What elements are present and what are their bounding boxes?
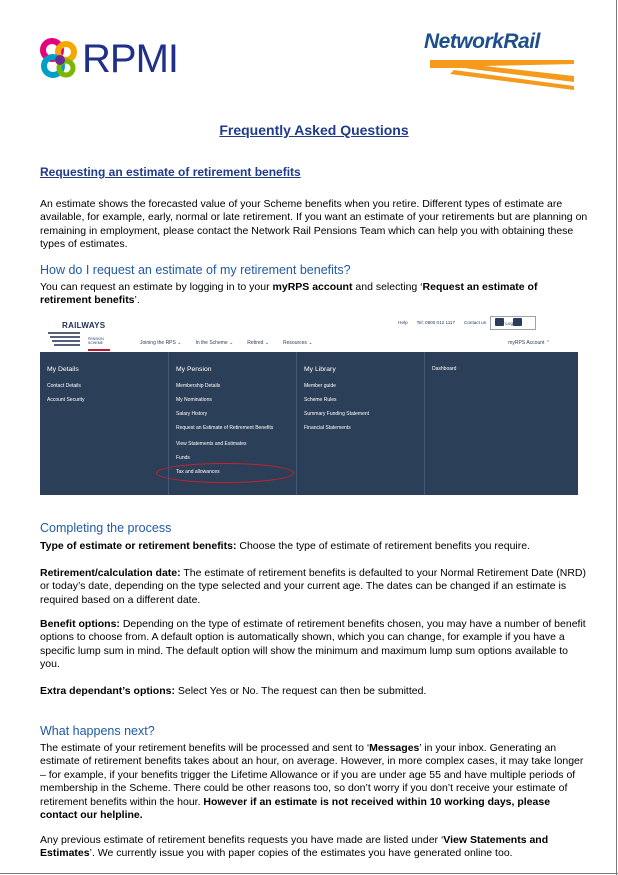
intro-paragraph: An estimate shows the forecasted value of your Scheme benefits when you retire. Different types of estimate are available, for example, early, normal or late retirement. If you want an estimate of your retirements but are planning on remaining in employment, please contact the Network Rail Pensions Team which can help you with obtaining these types of estimates. [40, 198, 588, 251]
completing-benefit [40, 618, 588, 672]
logout-button[interactable]: Log out [490, 316, 536, 330]
menu-scheme-rules[interactable]: Scheme Rules [304, 397, 337, 403]
completing-type [40, 540, 588, 553]
dashboard-column [432, 366, 456, 380]
chevron-down-icon: ⌄ [229, 340, 234, 346]
menu-member-guide[interactable]: Member guide [304, 383, 336, 389]
section-title: Requesting an estimate of retirement benefits [40, 165, 301, 179]
menu-view-statements[interactable]: View Statements and Estimates [176, 441, 247, 447]
rpmi-logo-text: RPMI [82, 37, 178, 81]
my-library-heading: My Library [304, 366, 336, 373]
help-link[interactable]: Help [398, 319, 408, 325]
type-text: Choose the type of estimate of retirement benefits you require. [236, 540, 531, 552]
menu-summary-funding[interactable]: Summary Funding Statement [304, 411, 370, 417]
myrps-account-text: myRPS account [272, 281, 353, 293]
my-details-heading: My Details [47, 366, 79, 373]
nav-resources[interactable] [283, 340, 313, 346]
final-paragraph [40, 834, 588, 861]
nav-in-scheme-label: In the Scheme [195, 340, 228, 346]
my-details-column [47, 366, 85, 411]
how-text-3: ’. [134, 294, 140, 307]
next-heading: What happens next? [40, 724, 155, 738]
menu-financial-statements[interactable]: Financial Statements [304, 425, 351, 431]
next-text-2: ’ in your inbox. Generating an estimate of retirement benefits takes about an hour, on average. However, in more complex cases, it may take longer – for example, if your benefits trigger the Lifetime Allowance or if you are under age 55 and have multiple periods of membership in the Scheme. There could be other reasons too, so don’t worry if you don’t receive your estimate of retirement benefits within the hour. [40, 742, 584, 808]
portal-header [40, 315, 578, 353]
helpline-text: However if an estimate is not received within 10 working days, please contact our helpline. [40, 795, 551, 822]
railways-pension-logo [48, 321, 110, 347]
how-text-2: and selecting ‘ [352, 281, 423, 293]
chevron-up-icon: ⌃ [545, 340, 550, 346]
menu-my-nominations[interactable]: My Nominations [176, 397, 212, 403]
highlight-circle [156, 463, 294, 483]
menu-contact-details[interactable]: Contact Details [47, 383, 81, 389]
network-rail-arrow-icon [424, 30, 584, 90]
chevron-down-icon: ⌄ [308, 340, 313, 346]
nav-resources-label: Resources [283, 340, 307, 346]
nav-in-scheme[interactable] [195, 340, 233, 346]
page-title: Frequently Asked Questions [219, 122, 409, 138]
network-rail-logo [424, 30, 584, 90]
how-heading: How do I request an estimate of my retirement benefits? [40, 263, 351, 277]
page-edge-right [616, 0, 617, 875]
request-estimate-text: Request an estimate of retirement benefits [40, 281, 538, 307]
chevron-down-icon: ⌄ [264, 340, 270, 346]
column-divider [296, 352, 297, 495]
nav-joining-label: Joining the RPS [140, 340, 176, 346]
rpmi-swirl-icon [40, 36, 80, 82]
menu-membership-details[interactable]: Membership Details [176, 383, 221, 389]
date-label: Retirement/calculation date: [40, 567, 181, 579]
menu-tax-allowances[interactable]: Tax and allowances [176, 469, 220, 475]
nav-retired-label: Retired [247, 340, 264, 346]
next-paragraph [40, 742, 588, 822]
chevron-down-icon: ⌄ [177, 340, 182, 346]
my-library-column [304, 366, 369, 439]
dependants-text: Select Yes or No. The request can then be submitted. [174, 685, 427, 697]
main-nav [140, 340, 313, 346]
railways-logo-sub: PENSION SCHEME [88, 337, 104, 345]
rail-lines-icon [48, 329, 82, 351]
menu-request-estimate[interactable]: Request an Estimate of Retirement Benefits [176, 425, 274, 431]
dependants-label: Extra dependant’s options: [40, 685, 175, 697]
page-edge-bottom [0, 873, 618, 874]
rpmi-logo [40, 36, 178, 82]
how-paragraph [40, 281, 588, 308]
completing-dependants [40, 685, 588, 698]
completing-date [40, 567, 588, 607]
logo-red-bar [88, 349, 110, 351]
menu-account-security[interactable]: Account Security [47, 397, 85, 403]
benefit-label: Benefit options: [40, 618, 120, 630]
menu-salary-history[interactable]: Salary History [176, 411, 208, 417]
nav-joining[interactable] [140, 340, 181, 346]
messages-text: Messages [369, 742, 420, 754]
myrps-account-label: myRPS Account [508, 340, 545, 346]
railways-logo-title: RAILWAYS [62, 321, 106, 330]
nav-retired[interactable] [247, 340, 269, 346]
menu-funds[interactable]: Funds [176, 455, 190, 461]
completing-heading: Completing the process [40, 521, 172, 535]
view-statements-text: View Statements and Estimates [40, 834, 549, 860]
final-text-2: ’. We currently issue you with paper copies of the estimates you have generated online too. [89, 847, 513, 860]
myrps-account-menu[interactable] [508, 340, 550, 346]
menu-dashboard[interactable]: Dashboard [432, 366, 457, 372]
portal-screenshot [40, 315, 578, 495]
contact-us-link[interactable]: Contact us [464, 319, 486, 325]
my-pension-heading: My Pension [176, 366, 212, 373]
column-divider [424, 352, 425, 495]
phone-link[interactable]: Tel: 0800 012 1117 [416, 319, 456, 325]
how-text-1: You can request an estimate by logging in to your [40, 281, 273, 293]
benefit-text: Depending on the type of estimate of retirement benefits chosen, you may have a number of benefit options to choose from. A default option is automatically shown, which you can change, for example if you have a specific lump sum in mind. The default option will show the minimum and maximum lump sum options available to you. [40, 618, 586, 671]
account-dropdown-panel [40, 352, 578, 495]
final-text-1: Any previous estimate of retirement benefits requests you have made are listed under ‘ [40, 834, 444, 846]
next-text-1: The estimate of your retirement benefits will be processed and sent to ‘ [40, 742, 370, 754]
network-rail-logo-text: NetworkRail [424, 30, 540, 53]
date-text: The estimate of retirement benefits is defaulted to your Normal Retirement Date (NRD) or today’s date, depending on the type selected and your current age. The dates can be changed if an estimate is required based on a different date. [40, 567, 587, 606]
type-label: Type of estimate or retirement benefits: [40, 540, 237, 552]
